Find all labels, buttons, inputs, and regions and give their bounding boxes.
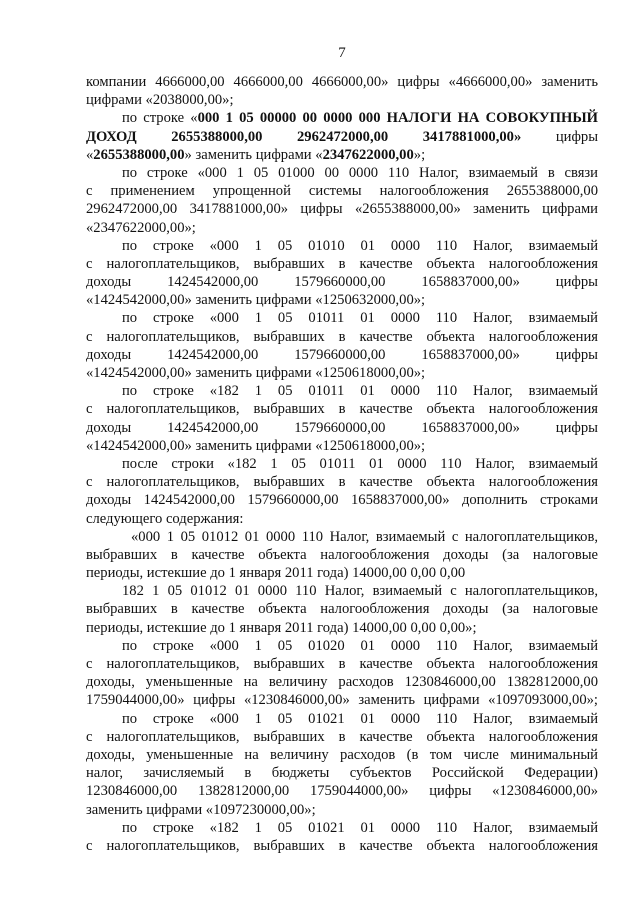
text-line: с применением упрощенной системы налогообложения 2655388000,00 <box>86 183 598 200</box>
text-line: доходы, уменьшенные на величину расходов (в том числе минимальный <box>86 746 598 763</box>
text-line: «1424542000,00» заменить цифрами «1250618000,00»; <box>86 365 426 381</box>
document-body <box>86 73 598 855</box>
text-line: «000 1 05 01012 01 0000 110 Налог, взимаемый с налогоплательщиков, <box>131 528 598 545</box>
text-line: 182 1 05 01012 01 0000 110 Налог, взимаемый с налогоплательщиков, <box>122 583 598 600</box>
paragraph <box>86 528 598 583</box>
text-line: доходы 1424542000,00 1579660000,00 1658837000,00» цифры <box>86 274 598 291</box>
text-segment: » заменить цифрами « <box>184 146 323 163</box>
paragraph <box>86 819 598 855</box>
text-line: после строки «182 1 05 01011 01 0000 110 Налог, взимаемый <box>122 455 598 472</box>
text-line: по строке «182 1 05 01021 01 0000 110 Налог, взимаемый <box>122 819 598 836</box>
text-line: по строке «000 1 05 01010 01 0000 110 Налог, взимаемый <box>122 237 598 254</box>
text-line: периоды, истекшие до 1 января 2011 года) 14000,00 0,00 0,00 <box>86 565 466 582</box>
text-line: по строке «000 1 05 01021 01 0000 110 Налог, взимаемый <box>122 710 598 727</box>
text-line: налог, зачисляемый в бюджеты субъектов Российской Федерации) <box>86 765 598 782</box>
text-segment: по строке « <box>122 110 198 127</box>
paragraph <box>86 164 598 237</box>
paragraph <box>86 637 598 710</box>
text-line: «1424542000,00» заменить цифрами «1250618000,00»; <box>86 437 426 454</box>
text-segment: цифры <box>521 128 598 145</box>
text-line: «2347622000,00»; <box>86 219 196 236</box>
text-line: по строке «000 1 05 01000 00 0000 110 Налог, взимаемый в связи <box>122 164 598 181</box>
text-line <box>86 109 598 127</box>
text-line: 1759044000,00» цифры «1230846000,00» заменить цифрами «1097093000,00»; <box>86 692 598 709</box>
text-line: «1424542000,00» заменить цифрами «1250632000,00»; <box>86 292 426 309</box>
text-line: с налогоплательщиков, выбравших в качестве объекта налогообложения <box>86 474 598 491</box>
text-line: с налогоплательщиков, выбравших в качестве объекта налогообложения <box>86 328 598 345</box>
text-line: цифрами «2038000,00»; <box>86 92 234 109</box>
text-line: по строке «182 1 05 01011 01 0000 110 Налог, взимаемый <box>122 383 598 400</box>
bold-text: ДОХОД 2655388000,00 2962472000,00 3417881000,00» <box>86 128 522 145</box>
document-page <box>86 0 598 905</box>
text-line: с налогоплательщиков, выбравших в качестве объекта налогообложения <box>86 728 598 745</box>
text-line: выбравших в качестве объекта налогообложения доходы (за налоговые <box>86 546 598 563</box>
paragraph <box>86 73 598 109</box>
bold-text: 2655388000,00 <box>93 146 185 163</box>
text-line: компании 4666000,00 4666000,00 4666000,00» цифры «4666000,00» заменить <box>86 74 598 90</box>
paragraph <box>86 109 598 164</box>
bold-text: 000 1 05 00000 00 0000 000 НАЛОГИ НА СОВОКУПНЫЙ <box>197 110 598 127</box>
text-line: доходы 1424542000,00 1579660000,00 1658837000,00» цифры <box>86 419 598 436</box>
text-line: заменить цифрами «1097230000,00»; <box>86 801 316 818</box>
text-line <box>86 146 598 164</box>
text-line: с налогоплательщиков, выбравших в качестве объекта налогообложения <box>86 656 598 672</box>
bold-text: 2347622000,00 <box>322 146 414 163</box>
text-segment: »; <box>413 146 426 163</box>
text-line: с налогоплательщиков, выбравших в качестве объекта налогообложения <box>86 837 598 854</box>
paragraph <box>86 382 598 455</box>
text-segment: « <box>86 146 94 163</box>
text-line: выбравших в качестве объекта налогообложения доходы (за налоговые <box>86 601 598 618</box>
paragraph <box>86 710 598 819</box>
text-line: доходы, уменьшенные на величину расходов 1230846000,00 1382812000,00 <box>86 674 598 691</box>
text-line: периоды, истекшие до 1 января 2011 года) 14000,00 0,00 0,00»; <box>86 619 477 636</box>
text-line: доходы 1424542000,00 1579660000,00 1658837000,00» цифры <box>86 346 598 363</box>
text-line: по строке «000 1 05 01011 01 0000 110 Налог, взимаемый <box>122 310 598 327</box>
text-line: доходы 1424542000,00 1579660000,00 1658837000,00» дополнить строками <box>86 492 598 509</box>
text-line: 1230846000,00 1382812000,00 1759044000,00» цифры «1230846000,00» <box>86 783 598 800</box>
paragraph <box>86 582 598 637</box>
text-line: по строке «000 1 05 01020 01 0000 110 Налог, взимаемый <box>122 637 598 654</box>
paragraph <box>86 455 598 528</box>
paragraph <box>86 237 598 310</box>
text-line: с налогоплательщиков, выбравших в качестве объекта налогообложения <box>86 255 598 272</box>
text-line: 2962472000,00 3417881000,00» цифры «2655388000,00» заменить цифрами <box>86 201 598 218</box>
page-number: 7 <box>338 45 346 61</box>
text-line: с налогоплательщиков, выбравших в качестве объекта налогообложения <box>86 401 598 418</box>
paragraph <box>86 309 598 382</box>
text-line <box>86 128 598 146</box>
text-line: следующего содержания: <box>86 510 244 527</box>
